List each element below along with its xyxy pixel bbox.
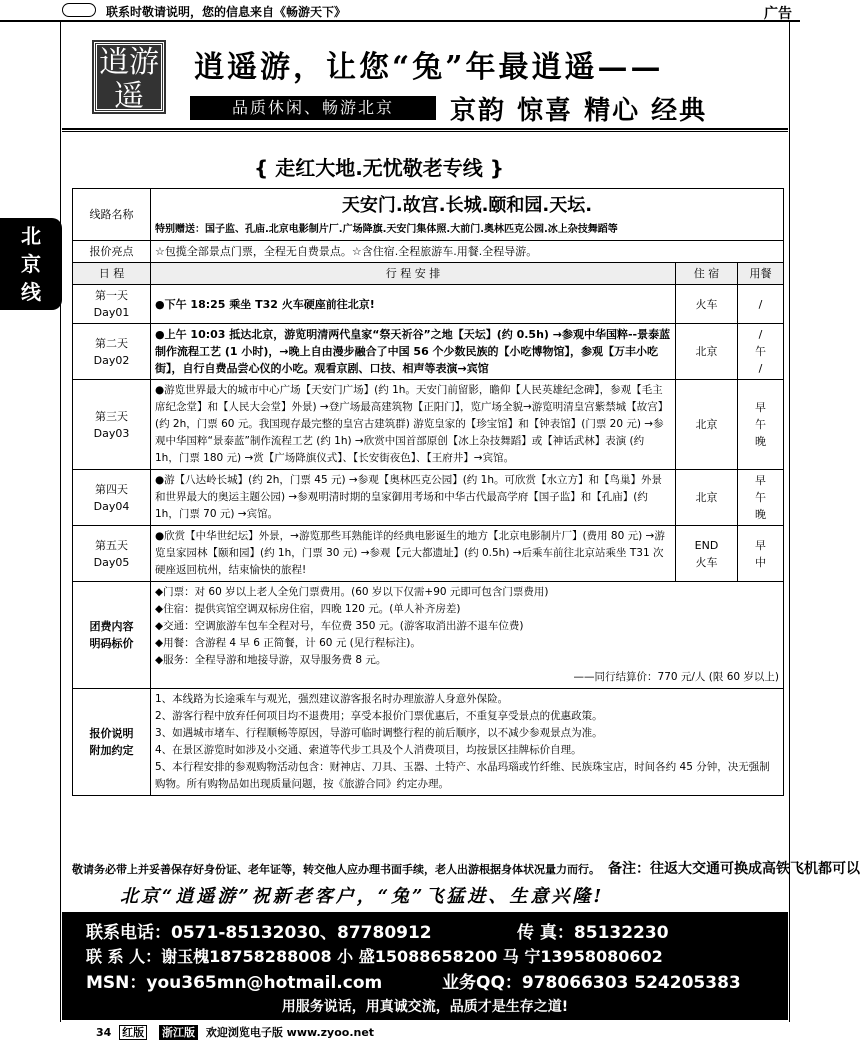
greeting-slogan: 北京“逍遥游”祝新老客户，“兔”飞猛进、生意兴隆!: [120, 886, 605, 907]
day-code: Day04: [93, 499, 130, 513]
day-plan: ●下午 18:25 乘坐 T32 火车硬座前往北京!: [151, 285, 676, 324]
header-row: [73, 263, 784, 285]
notice-text: 敬请务必带上并妥善保存好身份证、老年证等，转交他人应办理书面手续，老人出游根据身体状况量力而行。: [72, 863, 600, 876]
day-label: 第三天: [95, 409, 128, 423]
day-meal: / 午 /: [738, 324, 784, 380]
fees-list: [151, 582, 784, 689]
fee-item: ◆住宿：提供宾馆空调双标房住宿，四晚 120 元。(单人补齐房差): [155, 603, 461, 615]
edition-tag: 红版: [119, 1025, 147, 1040]
fee-item: ◆服务：全程导游和地接导游，双导服务费 8 元。: [155, 654, 387, 666]
header-plan: 行 程 安 排: [151, 263, 676, 285]
contact-panel: [62, 912, 788, 1020]
day-cell: [73, 526, 151, 582]
day-stay: END 火车: [676, 526, 738, 582]
table-row: [73, 470, 784, 526]
fees-row: [73, 582, 784, 689]
page-number: 34: [96, 1026, 112, 1039]
top-bar: [0, 0, 800, 22]
province-tag: 浙江版: [159, 1025, 198, 1040]
source-note: 联系时敬请说明，您的信息来自《畅游天下》: [106, 5, 347, 19]
brand-seal-icon: [94, 42, 164, 112]
day-label: 第五天: [95, 538, 128, 552]
fee-item: ◆交通：空调旅游车包车全程对号，车位费 350 元。(游客取消出游不退车位费): [155, 620, 524, 632]
terms-label: 报价说明 附加约定: [73, 689, 151, 796]
table-row: [73, 324, 784, 380]
seal-line: 遥: [114, 79, 144, 114]
notice-line: [72, 858, 860, 878]
day-label: 第二天: [95, 336, 128, 350]
banner-headline: 逍遥游，让您“兔”年最逍遥——: [194, 50, 664, 85]
fees-label: 团费内容 明码标价: [73, 582, 151, 689]
contact-closing: 用服务说话，用真诚交流，品质才是生存之道!: [281, 999, 569, 1015]
day-cell: [73, 285, 151, 324]
notice-remark: 备注：往返大交通可换成高铁飞机都可以: [608, 861, 860, 877]
day-label: 第一天: [95, 289, 128, 302]
day-meal: 早 中: [738, 526, 784, 582]
terms-list: [151, 689, 784, 796]
term-item: 5、本行程安排的参观购物活动包含：财神店、刀具、玉器、土特产、水晶玛瑙或竹纤维、民族珠宝店，时间各约 45 分钟，决无强制购物。所有购物品如出现质量问题，按《旅游合同》约定办理。: [155, 761, 770, 790]
header-stay: 住 宿: [676, 263, 738, 285]
day-plan: ●游【八达岭长城】(约 2h，门票 45 元) →参观【奥林匹克公园】(约 1h。可欣赏【水立方】和【鸟巢】外景和世界最大的奥运主题公园) →参观明清时期的皇家御用考场和中华古代最高学府【国子监】和【孔庙】(约 1h，门票 70 元) →宾馆。: [151, 470, 676, 526]
magazine-logo-icon: [62, 3, 96, 17]
contact-qq: 业务QQ：978066303 524205383: [442, 973, 741, 993]
seal-line: 逍游: [99, 45, 159, 80]
side-tab-char: 北: [21, 224, 41, 248]
side-tab-beijing-line: [0, 218, 62, 310]
header-meal: 用餐: [738, 263, 784, 285]
day-plan: ●游览世界最大的城市中心广场【天安门广场】(约 1h。天安门前留影，瞻仰【人民英雄纪念碑】，参观【毛主席纪念堂】和【人民大会堂】外景) →登广场最高建筑物【正阳门】，览广场全貌→游览明清皇宫紫禁城【故宫】(约 2h，门票 60 元。我国现存最完整的皇宫古建筑群) 游览皇家的【珍宝馆】和【钟表馆】(门票 20 元) →参观中华国粹“景泰蓝”制作流程工艺 (约 1h) →欣赏中国首部原创【冰上杂技舞蹈】或【神话武林】表演 (约 1h，门票 180 元) →赏【广场降旗仪式】、【长安街夜色】、【王府井】→宾馆。: [151, 380, 676, 470]
term-item: 2、游客行程中放弃任何项目均不退费用；享受本报价门票优惠后，不重复享受景点的优惠政策。: [155, 710, 603, 722]
day-code: Day02: [93, 353, 130, 367]
highlight-text: ☆包揽全部景点门票，全程无自费景点。☆含住宿.全程旅游车.用餐.全程导游。: [151, 241, 784, 263]
fee-item: ◆用餐：含游程 4 早 6 正简餐，计 60 元 (见行程标注)。: [155, 637, 421, 649]
term-item: 3、如遇城市堵车、行程顺畅等原因，导游可临时调整行程的前后顺序，以不减少参观景点为准。: [155, 727, 603, 739]
day-meal: /: [738, 285, 784, 324]
footer-link[interactable]: 欢迎浏览电子版 www.zyoo.net: [205, 1026, 375, 1039]
day-cell: [73, 470, 151, 526]
settlement-price: ——同行结算价：770 元/人 (限 60 岁以上): [573, 671, 779, 683]
route-gift: 特别赠送：国子监、孔庙.北京电影制片厂.广场降旗.天安门集体照.大前门.奥林匹克公园.冰上杂技舞蹈等: [155, 224, 618, 235]
contact-msn[interactable]: MSN：you365mn@hotmail.com: [86, 973, 383, 993]
route-cell: [151, 189, 784, 241]
terms-row: [73, 689, 784, 796]
day-code: Day05: [93, 555, 130, 569]
fee-item: ◆门票：对 60 岁以上老人全免门票费用。(60 岁以下仅需+90 元即可包含门票费用): [155, 586, 549, 598]
day-stay: 北京: [676, 470, 738, 526]
day-cell: [73, 380, 151, 470]
page-footer: [96, 1024, 374, 1040]
term-item: 4、在景区游览时如涉及小交通、索道等代步工具及个人消费项目，均按景区挂牌标价自理。: [155, 744, 582, 756]
contact-phone: 联系电话：0571-85132030、87780912: [86, 923, 432, 943]
contact-fax: 传 真：85132230: [517, 923, 669, 943]
table-row: [73, 526, 784, 582]
highlight-label: 报价亮点: [73, 241, 151, 263]
banner-keywords: 京韵 惊喜 精心 经典: [450, 96, 708, 126]
term-item: 1、本线路为长途乘车与观光，强烈建议游客报名时办理旅游人身意外保险。: [155, 693, 509, 705]
table-row: [73, 380, 784, 470]
day-label: 第四天: [95, 482, 128, 496]
day-meal: 早 午 晚: [738, 470, 784, 526]
banner-tagline: 品质休闲、畅游北京: [190, 96, 436, 120]
route-name: 天安门.故宫.长城.颐和园.天坛.: [341, 195, 593, 216]
tour-subtitle: { 走红大地.无忧敬老专线 }: [254, 156, 504, 180]
ad-label: 广告: [764, 6, 792, 22]
divider: [62, 128, 788, 132]
side-tab-char: 线: [21, 280, 41, 304]
header-day: 日 程: [73, 263, 151, 285]
side-tab-char: 京: [21, 252, 41, 276]
day-cell: [73, 324, 151, 380]
table-row: [73, 285, 784, 324]
highlight-row: [73, 241, 784, 263]
day-plan: ●欣赏【中华世纪坛】外景，→游览那些耳熟能详的经典电影诞生的地方【北京电影制片厂】(费用 80 元) →游览皇家园林【颐和园】(约 1h，门票 30 元) →参观【元大都遗址】(约 0.5h) →后乘车前往北京站乘坐 T31 次硬座返回杭州，结束愉快的旅程!: [151, 526, 676, 582]
day-plan: ●上午 10:03 抵达北京，游览明清两代皇家“祭天祈谷”之地【天坛】(约 0.5h) →参观中华国粹--景泰蓝制作流程工艺 (1 小时)，→晚上自由漫步融合了中国 56 个少数民族的【小吃博物馆】，参观【万丰小吃街】，自行自费品尝心仪的小吃。观看京剧、口技、相声等表演→宾馆: [151, 324, 676, 380]
route-row: [73, 189, 784, 241]
day-meal: 早 午 晚: [738, 380, 784, 470]
contact-people: 联 系 人：谢玉槐18758288008 小 盛15088658200 马 宁13958080602: [86, 947, 663, 966]
day-stay: 北京: [676, 380, 738, 470]
day-stay: 火车: [676, 285, 738, 324]
route-label: 线路名称: [73, 189, 151, 241]
day-code: Day01: [93, 306, 130, 319]
day-stay: 北京: [676, 324, 738, 380]
itinerary-table: [72, 188, 784, 796]
day-code: Day03: [93, 426, 130, 440]
